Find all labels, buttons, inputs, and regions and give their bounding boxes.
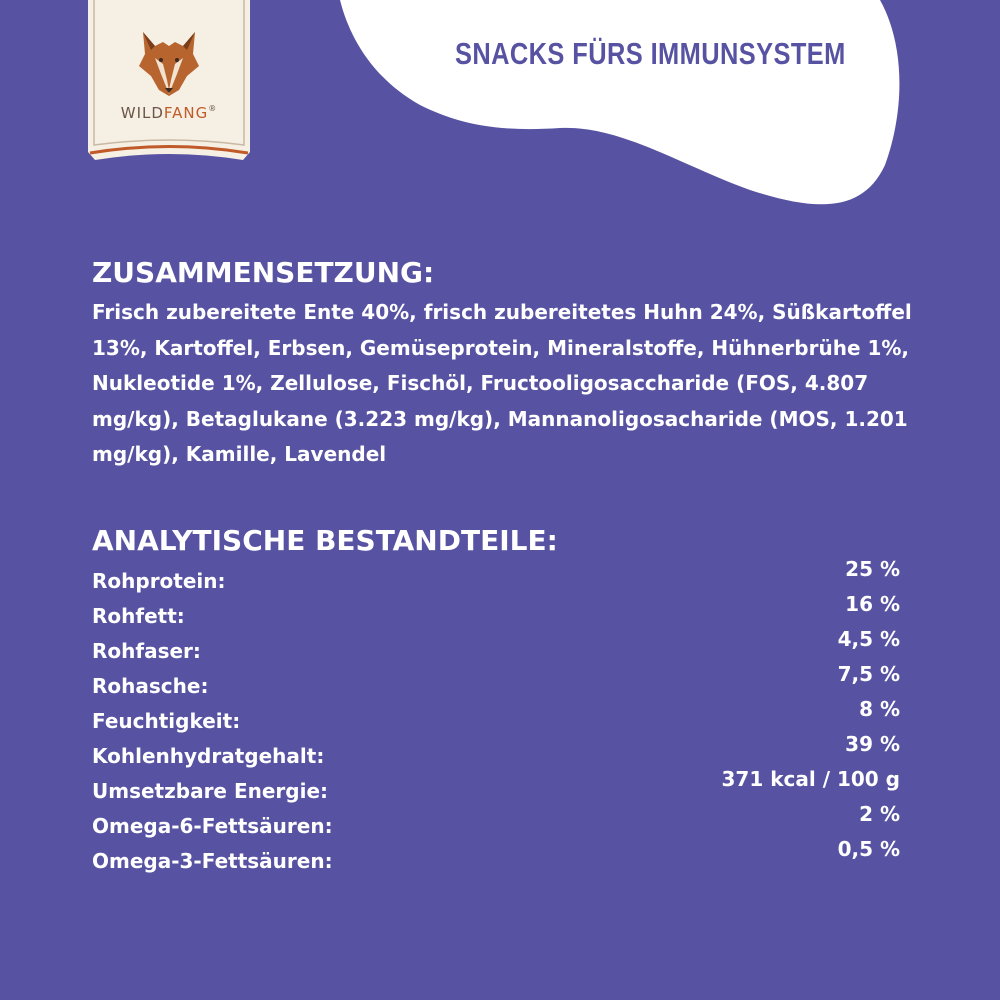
analytics-row <box>92 802 900 838</box>
analytics-label: Feuchtigkeit: <box>92 709 241 733</box>
analytics-value: 25 % <box>845 557 900 581</box>
analytics-value: 371 kcal / 100 g <box>721 767 900 791</box>
analytics-title: ANALYTISCHE BESTANDTEILE: <box>92 524 558 557</box>
brand-name-part1: WILD <box>120 104 164 122</box>
analytics-value: 2 % <box>859 802 900 826</box>
analytics-row <box>92 767 900 803</box>
analytics-label: Kohlenhydratgehalt: <box>92 744 325 768</box>
composition-title: ZUSAMMENSETZUNG: <box>92 256 435 289</box>
analytics-value: 16 % <box>845 592 900 616</box>
analytics-row <box>92 697 900 733</box>
analytics-label: Rohfaser: <box>92 639 201 663</box>
analytics-row <box>92 732 900 768</box>
analytics-row <box>92 837 900 873</box>
analytics-row <box>92 662 900 698</box>
analytics-label: Omega-3-Fettsäuren: <box>92 849 333 873</box>
analytics-label: Rohasche: <box>92 674 209 698</box>
analytics-label: Rohprotein: <box>92 569 226 593</box>
analytics-value: 4,5 % <box>837 627 900 651</box>
analytics-label: Rohfett: <box>92 604 185 628</box>
analytics-label: Umsetzbare Energie: <box>92 779 329 803</box>
brand-logo <box>88 0 250 168</box>
analytics-value: 0,5 % <box>837 837 900 861</box>
registered-mark: ® <box>208 104 218 113</box>
analytics-value: 8 % <box>859 697 900 721</box>
analytics-row <box>92 557 900 593</box>
analytics-label: Omega-6-Fettsäuren: <box>92 814 333 838</box>
analytics-row <box>92 627 900 663</box>
brand-name <box>88 104 250 122</box>
analytics-value: 39 % <box>845 732 900 756</box>
analytics-value: 7,5 % <box>837 662 900 686</box>
page-headline: SNACKS FÜRS IMMUNSYSTEM <box>455 36 846 71</box>
composition-text: Frisch zubereitete Ente 40%, frisch zubereitetes Huhn 24%, Süßkartoffel 13%, Kartoffel, Erbsen, Gemüseprotein, Mineralstoffe, Hühnerbrühe 1%, Nukleotide 1%, Zellulose, Fischöl, Fructooligosaccharide (FOS, 4.807 mg/kg), Betaglukane (3.223 mg/kg), Mannanoligosacharide (MOS, 1.201 mg/kg), Kamille, Lavendel <box>92 300 912 466</box>
analytics-row <box>92 592 900 628</box>
brand-name-part2: FANG <box>163 104 209 122</box>
